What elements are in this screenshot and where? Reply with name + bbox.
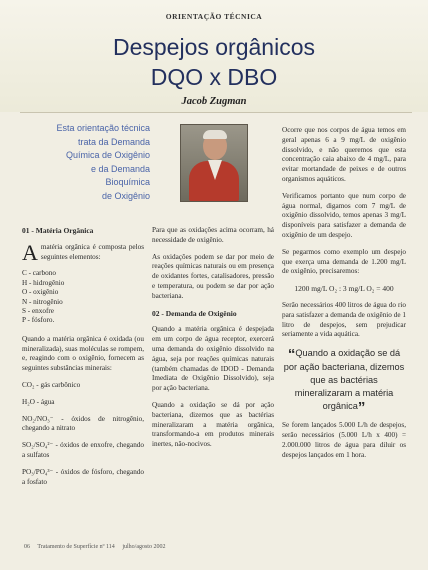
list-item: S - enxofre: [22, 307, 54, 316]
paragraph: Serão necessários 400 litros de água do rio para satisfazer a demanda de oxigênio de 1 litro de despejos, sem prejudicar seriamente a vida aquática.: [282, 300, 406, 339]
formula-item: PO₃/PO₄³⁻ - óxidos de fósforo, chegando a fosfato: [22, 467, 144, 486]
formula-item: NO₂/NO₃⁻ - óxidos de nitrogênio, chegando a nitrato: [22, 414, 144, 433]
list-item: H - hidrogênio: [22, 278, 65, 287]
column-2: [152, 226, 274, 457]
section-label: ORIENTAÇÃO TÉCNICA: [165, 12, 263, 21]
element-list: [22, 269, 144, 325]
article-deck: Esta orientação técnica trata da Demanda Química de Oxigênio e da Demanda Bioquímica de Oxigênio: [56, 123, 150, 201]
article-title: Despejos orgânicos: [112, 34, 315, 60]
paragraph: Quando a matéria orgânica é oxidada (ou mineralizada), suas moléculas se rompem, e, reagindo com o oxigênio, fornecem as seguintes substâncias minerais:: [22, 334, 144, 373]
divider: [20, 112, 412, 113]
author-byline: Jacob Zugman: [181, 96, 247, 107]
article-subtitle: DQO x DBO: [150, 64, 278, 90]
calculation: 1200 mg/L O₂ : 3 mg/L O₂ = 400: [294, 284, 394, 294]
paragraph: Quando a oxidação se dá por ação bacteriana, dizemos que as bactérias mineralizaram a matéria orgânica, transformando-a em produtos minerais inertes, não-nocivos.: [152, 400, 274, 449]
paragraph: Se pegarmos como exemplo um despejo que exerça uma demanda de 1.200 mg/L de oxigênio, precisaremos:: [282, 247, 406, 276]
paragraph: Quando a matéria orgânica é despejada em um corpo de água receptor, exercerá uma demanda do oxigênio dissolvido na água, seja por reações químicas naturais (também chamadas de IDOD - Demanda Imediata de Oxigênio Dissolvido), seja por ação bacteriana.: [152, 325, 274, 393]
list-item: P - fósforo.: [22, 316, 55, 325]
list-item: N - nitrogênio: [22, 297, 63, 306]
formula-item: H₂O - água: [22, 397, 55, 406]
paragraph: Se forem lançados 5.000 L/h de despejos, serão necessários (5.000 L/h x 400) = 2.000.000 litros de água para diluir os despejos lançados em 1 hora.: [282, 421, 406, 459]
section-heading: 02 - Demanda de Oxigênio: [152, 308, 237, 318]
list-item: C - carbono: [22, 269, 56, 278]
magazine-name: Tratamento de Superfície nº 114: [37, 544, 115, 550]
paragraph: Ocorre que nos corpos de água temos em geral apenas 6 a 9 mg/L de oxigênio dissolvido, e não queremos que esta concentração caia abaixo de 4 mg/L, para evitar mortandade de peixes e de outros organismos aquáticos.: [282, 126, 406, 183]
formula-item: SO₂/SO₄²⁻ - óxidos de enxofre, chegando a sulfatos: [22, 441, 144, 459]
list-item: O - oxigênio: [22, 288, 59, 297]
formula-item: CO₂ - gás carbônico: [22, 381, 81, 390]
page-number: 06: [24, 544, 30, 550]
page-footer: [24, 544, 171, 550]
quote-mark: “: [287, 346, 296, 364]
paragraph: Verificamos portanto que num corpo de água normal, digamos com 7 mg/L de oxigênio dissolvido, temos apenas 3 mg/L disponíveis para satisfazer a demanda de oxigênio de um despejo.: [282, 191, 406, 239]
column-3: [282, 126, 406, 467]
intro-paragraph: Amatéria orgânica é composta pelos seguintes elementos:: [22, 239, 144, 265]
column-1: [22, 226, 144, 494]
paragraph: As oxidações podem se dar por meio de reações químicas naturais ou em presença de oxidantes fortes, catalisadores, pressão e temperatura, ou podem se dar por ação bacteriana.: [152, 252, 274, 300]
drop-cap: A: [22, 239, 38, 265]
author-photo: [180, 124, 248, 202]
pull-quote: “Quando a oxidação se dá por ação bacteriana, dizemos que as bactérias mineralizaram a matéria orgânica”: [283, 346, 405, 417]
paragraph: Para que as oxidações acima ocorram, há necessidade de oxigênio.: [152, 226, 274, 244]
quote-mark: ”: [357, 399, 366, 417]
issue-date: julho/agosto 2002: [122, 544, 166, 550]
section-heading: 01 - Matéria Orgânica: [22, 226, 94, 235]
